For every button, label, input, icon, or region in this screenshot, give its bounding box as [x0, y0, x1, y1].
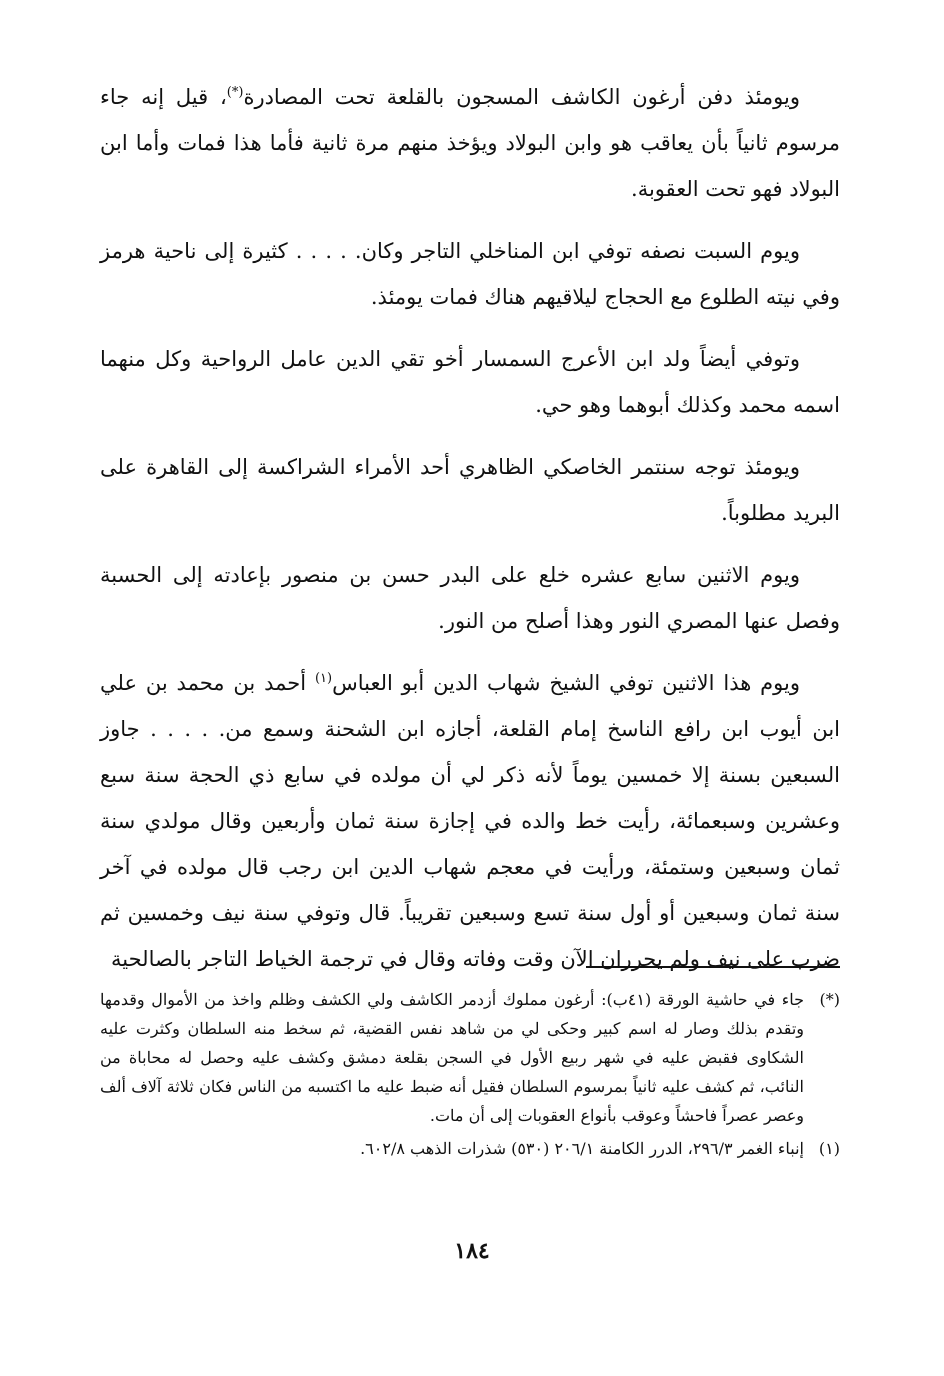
paragraph-text: ، قيل إنه جاء مرسوم ثانياً بأن يعاقب هو وابن البولاد ويؤخذ منهم مرة ثانية فأما هذا فمات وأما ابن البولاد فهو تحت العقوبة.: [100, 85, 840, 201]
paragraph-text: ويوم السبت نصفه توفي ابن المناخلي التاجر وكان. . . . . كثيرة إلى ناحية هرمز وفي نيته الطلوع مع الحجاج ليلاقيهم هناك فمات يومئذ.: [100, 239, 840, 309]
paragraph-5: [100, 552, 840, 644]
footnote-mark: (١): [818, 1139, 840, 1158]
paragraph-text: وتوفي أيضاً ولد ابن الأعرج السمسار أخو تقي الدين عامل الرواحية وكل منهما اسمه محمد وكذلك أبوهما وهو حي.: [100, 347, 840, 417]
paragraph-1: [100, 74, 840, 212]
paragraph-text: ويوم الاثنين سابع عشره خلع على البدر حسن بن منصور بإعادته إلى الحسبة وفصل عنها المصري النور وهذا أصلح من النور.: [100, 563, 840, 633]
footnote-mark: (*): [819, 990, 840, 1009]
paragraph-6: [100, 660, 840, 982]
paragraph-text: ويومئذ توجه سنتمر الخاصكي الظاهري أحد الأمراء الشراكسة إلى القاهرة على البريد مطلوباً.: [100, 455, 840, 525]
footnote-divider: [586, 966, 840, 968]
page-number: ١٨٤: [454, 1238, 490, 1264]
footnote-reference: (*): [226, 85, 244, 100]
paragraph-text: أحمد بن محمد بن علي ابن أيوب ابن رافع الناسخ إمام القلعة، أجازه ابن الشحنة وسمع من. . . . . جاوز السبعين بسنة إلا خمسين يوماً لأنه ذكر لي أن مولده في سابع ذي الحجة سنة سبع وعشرين وسبعمائة، رأيت خط والده في إجازة سنة ثمان وأربعين وقال مولدي سنة ثمان وسبعين وستمئة، ورأيت في معجم شهاب الدين ابن رجب قال مولده في آخر سنة ثمان وسبعين أو أول سنة تسع وسبعين تقريباً. قال وتوفي سنة نيف وخمسين ثم ضرب على نيف ولم يحرران الآن وقت وفاته وقال في ترجمة الخياط التاجر بالصالحية: [100, 671, 840, 971]
footnote-reference: (١): [314, 671, 333, 686]
paragraph-2: [100, 228, 840, 320]
main-text: [100, 74, 840, 998]
footnote-1: [100, 1134, 840, 1163]
paragraph-text: ويوم هذا الاثنين توفي الشيخ شهاب الدين أبو العباس: [332, 671, 800, 695]
footnote-star: [100, 985, 840, 1130]
footnote-text: إنباء الغمر ٢٩٦/٣، الدرر الكامنة ٢٠٦/١ (٥٣٠) شذرات الذهب ٦٠٢/٨.: [360, 1139, 804, 1158]
paragraph-text: ويومئذ دفن أرغون الكاشف المسجون بالقلعة تحت المصادرة: [243, 85, 800, 109]
paragraph-4: [100, 444, 840, 536]
footnotes: [100, 985, 840, 1167]
footnote-text: جاء في حاشية الورقة (٤١ب): أرغون مملوك أزدمر الكاشف ولي الكشف وظلم واخذ من الأموال وقدمها وتقدم بذلك وصار له اسم كبير وحكى لي من شاهد نفس القضية، ثم سخط منه السلطان وكثرت عليه الشكاوى فقبض عليه في شهر ربيع الأول في السجن بقلعة دمشق وكشف عليه وحصل له محاباة من النائب، ثم كشف عليه ثانياً بمرسوم السلطان فقيل أنه ضبط عليه ما اكتسبه من الناس فكان ثلاثة آلاف ألف وعصر عصراً فاحشاً وعوقب بأنواع العقوبات إلى أن مات.: [100, 990, 804, 1125]
paragraph-3: [100, 336, 840, 428]
